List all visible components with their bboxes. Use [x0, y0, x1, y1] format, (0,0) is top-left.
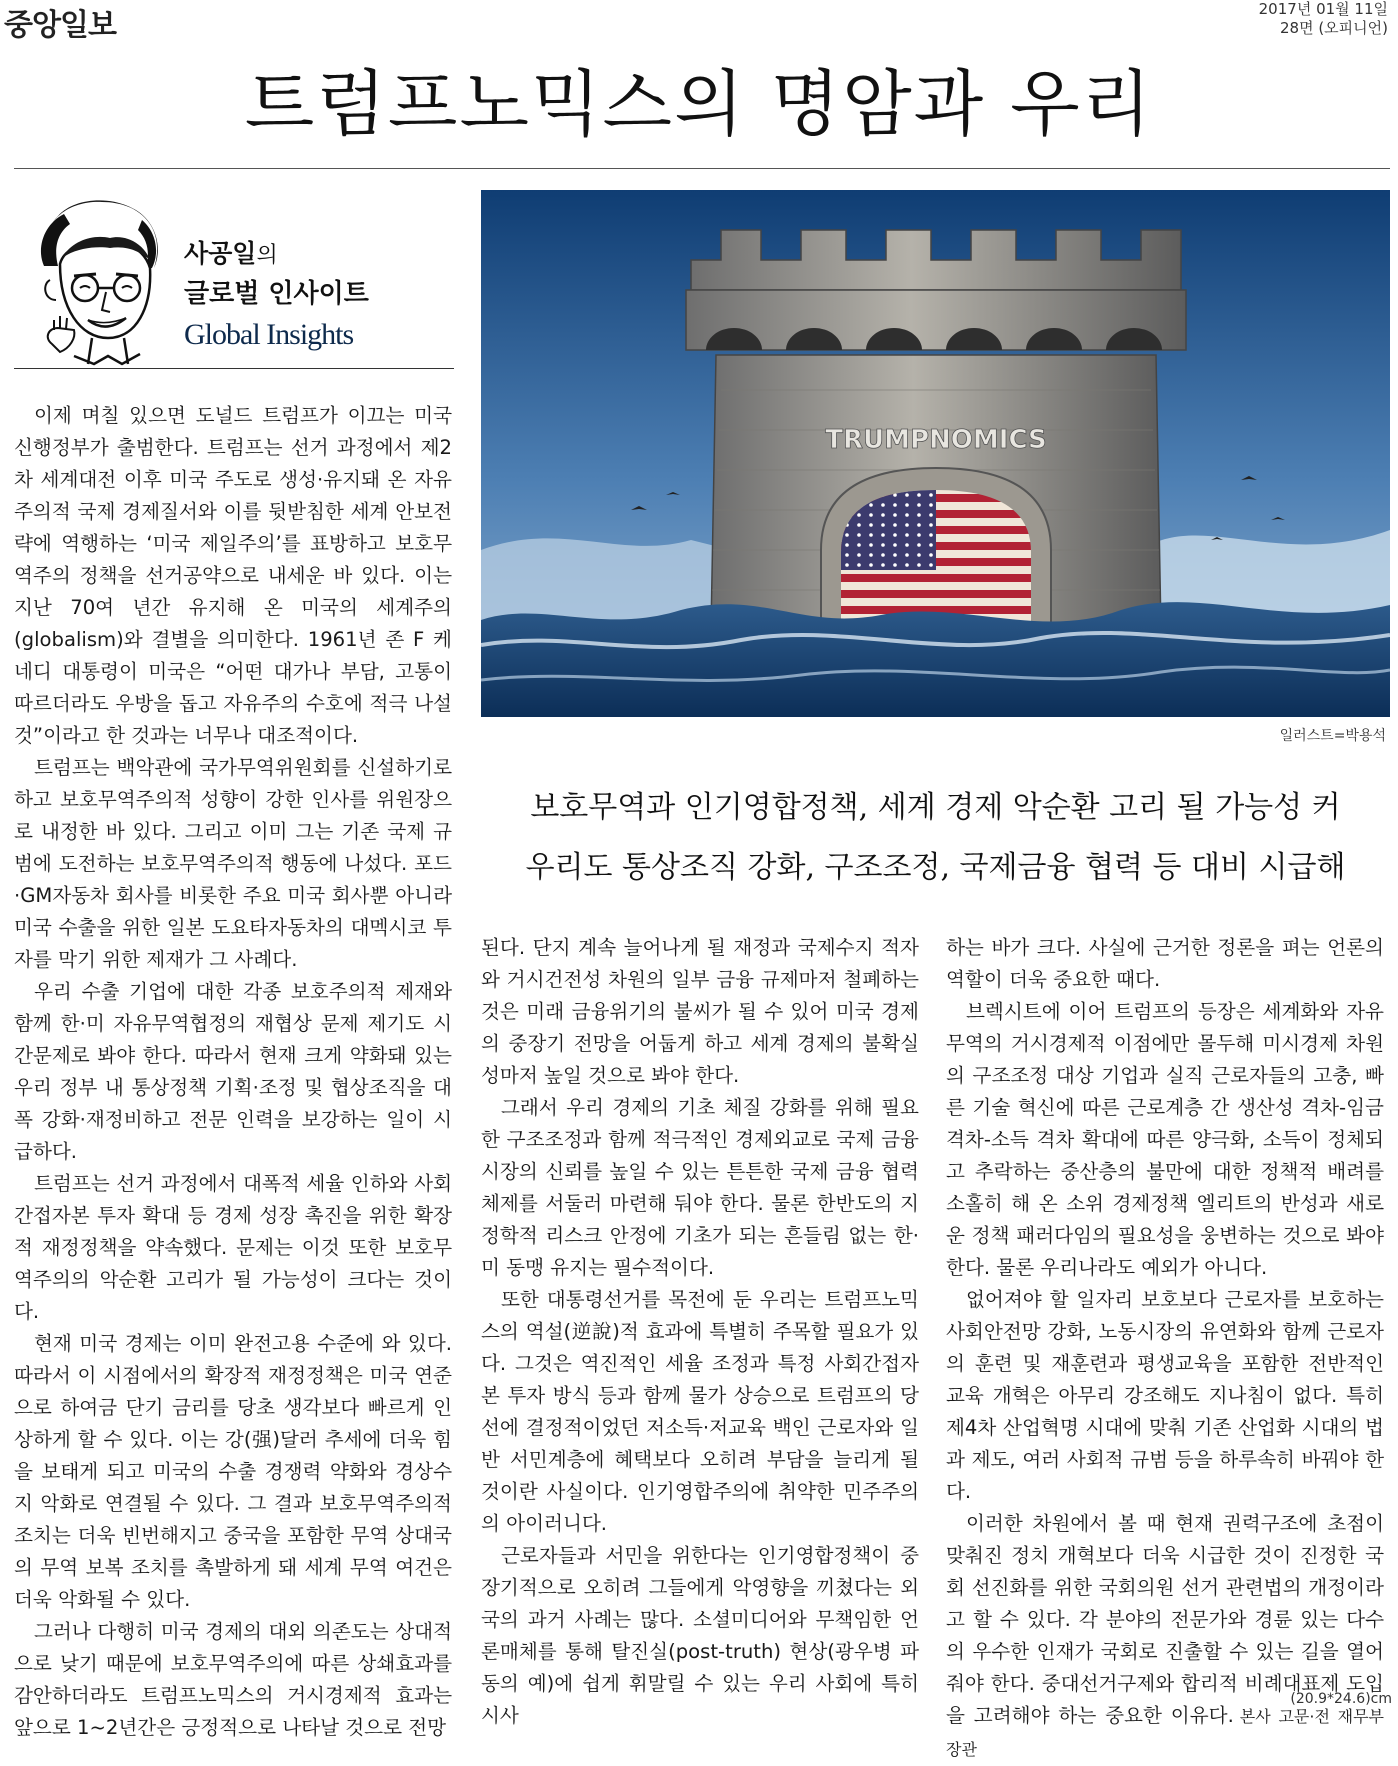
author-name: 사공일	[184, 239, 257, 268]
article-paragraph: 그러나 다행히 미국 경제의 대외 의존도는 상대적으로 낮기 때문에 보호무역주의에 따른 상쇄효과를 감안하더라도 트럼프노믹스의 거시경제적 효과는 앞으로 1~2년간은 긍정적으로 나타날 것으로 전망	[14, 1620, 452, 1739]
column-series-title-en: Global Insights	[184, 318, 354, 351]
article-column-2	[481, 932, 919, 1732]
article-paragraph	[946, 1508, 1384, 1766]
article-paragraph: 이제 며칠 있으면 도널드 트럼프가 이끄는 미국 신행정부가 출범한다. 트럼프는 선거 과정에서 제2차 세계대전 이후 미국 주도로 생성·유지돼 온 자유주의적 국제 경제질서와 이를 뒷받침한 세계 안보전략에 역행하는 ‘미국 제일주의’를 표방하고 보호무역주의 정책을 선거공약으로 내세운 바 있다. 이는 지난 70여 년간 유지해 온 미국의 세계주의(globalism)와 결별을 의미한다. 1961년 존 F 케네디 대통령이 미국은 “어떤 대가나 부담, 고통이 따르더라도 우방을 돕고 자유주의 수호에 적극 나설 것”이라고 한 것과는 너무나 대조적이다.	[14, 404, 452, 747]
illustration-graphic	[481, 190, 1390, 717]
article-paragraph: 트럼프는 선거 과정에서 대폭적 세율 인하와 사회간접자본 투자 확대 등 경제 성장 촉진을 위한 확장적 재정정책을 약속했다. 문제는 이것 또한 보호무역주의의 악순환 고리가 될 가능성이 크다는 것이다.	[14, 1172, 452, 1323]
article-paragraph: 우리 수출 기업에 대한 각종 보호주의적 제재와 함께 한·미 자유무역협정의 재협상 문제 제기도 시간문제로 봐야 한다. 따라서 현재 크게 약화돼 있는 우리 정부 내 통상정책 기획·조정 및 협상조직을 대폭 강화·재정비하고 전문 인력을 보강하는 일이 시급하다.	[14, 980, 452, 1163]
trumpnomics-castle-illustration	[481, 190, 1390, 717]
subheadline-2: 우리도 통상조직 강화, 구조조정, 국제금융 협력 등 대비 시급해	[525, 850, 1346, 885]
column-header	[14, 188, 454, 369]
article-paragraph: 된다. 단지 계속 늘어나게 될 재정과 국제수지 적자와 거시건전성 차원의 일부 금융 규제마저 철폐하는 것은 미래 금융위기의 불씨가 될 수 있어 미국 경제의 중장기 전망을 어둡게 하고 세계 경제의 불확실성마저 높일 것으로 봐야 한다.	[481, 936, 919, 1087]
article-paragraph: 하는 바가 크다. 사실에 근거한 정론을 펴는 언론의 역할이 더욱 중요한 때다.	[946, 936, 1384, 991]
author-signature: 본사 고문·전 재무부 장관	[946, 1707, 1384, 1759]
author-particle: 의	[256, 243, 278, 268]
author-portrait-caricature	[14, 188, 182, 368]
article-paragraph: 브렉시트에 이어 트럼프의 등장은 세계화와 자유무역의 거시경제적 이점에만 몰두해 미시경제 차원의 구조조정 대상 기업과 실직 근로자들의 고충, 빠른 기술 혁신에 따른 근로계층 간 생산성 격차-임금 격차-소득 격차 확대에 따른 양극화, 소득이 정체되고 추락하는 중산층의 불만에 대한 정책적 배려를 소홀히 해 온 소위 경제정책 엘리트의 반성과 새로운 정책 패러다임의 필요성을 웅변하는 것으로 봐야 한다. 물론 우리나라도 예외가 아니다.	[946, 1000, 1384, 1279]
print-size-note: (20.9*24.6)cm	[1290, 1691, 1392, 1707]
page-section: 28면 (오피니언)	[1279, 19, 1388, 37]
article-paragraph: 또한 대통령선거를 목전에 둔 우리는 트럼프노믹스의 역설(逆說)적 효과에 특별히 주목할 필요가 있다. 그것은 역진적인 세율 조정과 특정 사회간접자본 투자 방식 등과 함께 물가 상승으로 트럼프의 당선에 결정적이었던 저소득·저교육 백인 근로자와 일반 서민계층에 혜택보다 오히려 부담을 늘리게 될 것이란 사실이다. 인기영합주의에 취약한 민주주의의 아이러니다.	[481, 1288, 919, 1535]
article-column-1	[14, 400, 452, 1744]
subheadline-1: 보호무역과 인기영합정책, 세계 경제 악순환 고리 될 가능성 커	[530, 790, 1341, 825]
final-paragraph-text: 이러한 차원에서 볼 때 현재 권력구조에 초점이 맞춰진 정치 개혁보다 더욱 시급한 것이 진정한 국회 선진화를 위한 국회의원 선거 관련법의 개정이라고 할 수 있다. 각 분야의 전문가와 경륜 있는 다수의 우수한 인재가 국회로 진출할 수 있는 길을 열어 줘야 한다. 중대선거구제와 합리적 비례대표제 도입을 고려해야 하는 중요한 이유다.	[946, 1512, 1384, 1727]
article-paragraph: 없어져야 할 일자리 보호보다 근로자를 보호하는 사회안전망 강화, 노동시장의 유연화와 함께 근로자의 훈련 및 재훈련과 평생교육을 포함한 전반적인 교육 개혁은 아무리 강조해도 지나침이 없다. 특히 제4차 산업혁명 시대에 맞춰 기존 산업화 시대의 법과 제도, 여러 사회적 규범 등을 하루속히 바꿔야 한다.	[946, 1288, 1384, 1503]
article-column-3	[946, 932, 1384, 1766]
dateline	[1259, 0, 1388, 38]
author-line	[184, 236, 369, 274]
article-headline: 트럼프노믹스의 명암과 우리	[244, 62, 1154, 146]
article-paragraph: 현재 미국 경제는 이미 완전고용 수준에 와 있다. 따라서 이 시점에서의 확장적 재정정책은 미국 연준으로 하여금 단기 금리를 당초 생각보다 빠르게 인상하게 할 수 있다. 이는 강(强)달러 추세에 더욱 힘을 보태게 되고 미국의 수출 경쟁력 약화와 경상수지 악화로 연결될 수 있다. 그 결과 보호무역주의적 조치는 더욱 빈번해지고 중국을 포함한 무역 상대국의 무역 보복 조치를 촉발하게 돼 세계 무역 여건은 더욱 악화될 수 있다.	[14, 1332, 452, 1611]
newspaper-masthead: 중앙일보	[4, 8, 116, 43]
article-paragraph: 그래서 우리 경제의 기초 체질 강화를 위해 필요한 구조조정과 함께 적극적인 경제외교로 국제 금융시장의 신뢰를 높일 수 있는 튼튼한 국제 금융 협력체제를 서둘러 마련해 둬야 한다. 물론 한반도의 지정학적 리스크 안정에 기초가 되는 흔들림 없는 한·미 동맹 유지는 필수적이다.	[481, 1096, 919, 1279]
column-byline	[184, 236, 369, 356]
headline-divider	[14, 168, 1390, 169]
article-paragraph: 트럼프는 백악관에 국가무역위원회를 신설하기로 하고 보호무역주의적 성향이 강한 인사를 위원장으로 내정한 바 있다. 그리고 이미 그는 기존 국제 규범에 도전하는 보호무역주의적 행동에 나섰다. 포드·GM자동차 회사를 비롯한 주요 미국 회사뿐 아니라 미국 수출을 위한 일본 도요타자동차의 대멕시코 투자를 막기 위한 제재가 그 사례다.	[14, 756, 452, 971]
article-paragraph: 근로자들과 서민을 위한다는 인기영합정책이 중장기적으로 오히려 그들에게 악영향을 끼쳤다는 외국의 과거 사례는 많다. 소셜미디어와 무책임한 언론매체를 통해 탈진실(post-truth) 현상(광우병 파동의 예)에 쉽게 휘말릴 수 있는 우리 사회에 특히 시사	[481, 1544, 919, 1727]
publication-date: 2017년 01월 11일	[1258, 0, 1388, 18]
column-series-title: 글로벌 인사이트	[184, 279, 369, 309]
illustration-credit: 일러스트=박용석	[1279, 728, 1386, 744]
tower-label: TRUMPNOMICS	[825, 425, 1047, 455]
